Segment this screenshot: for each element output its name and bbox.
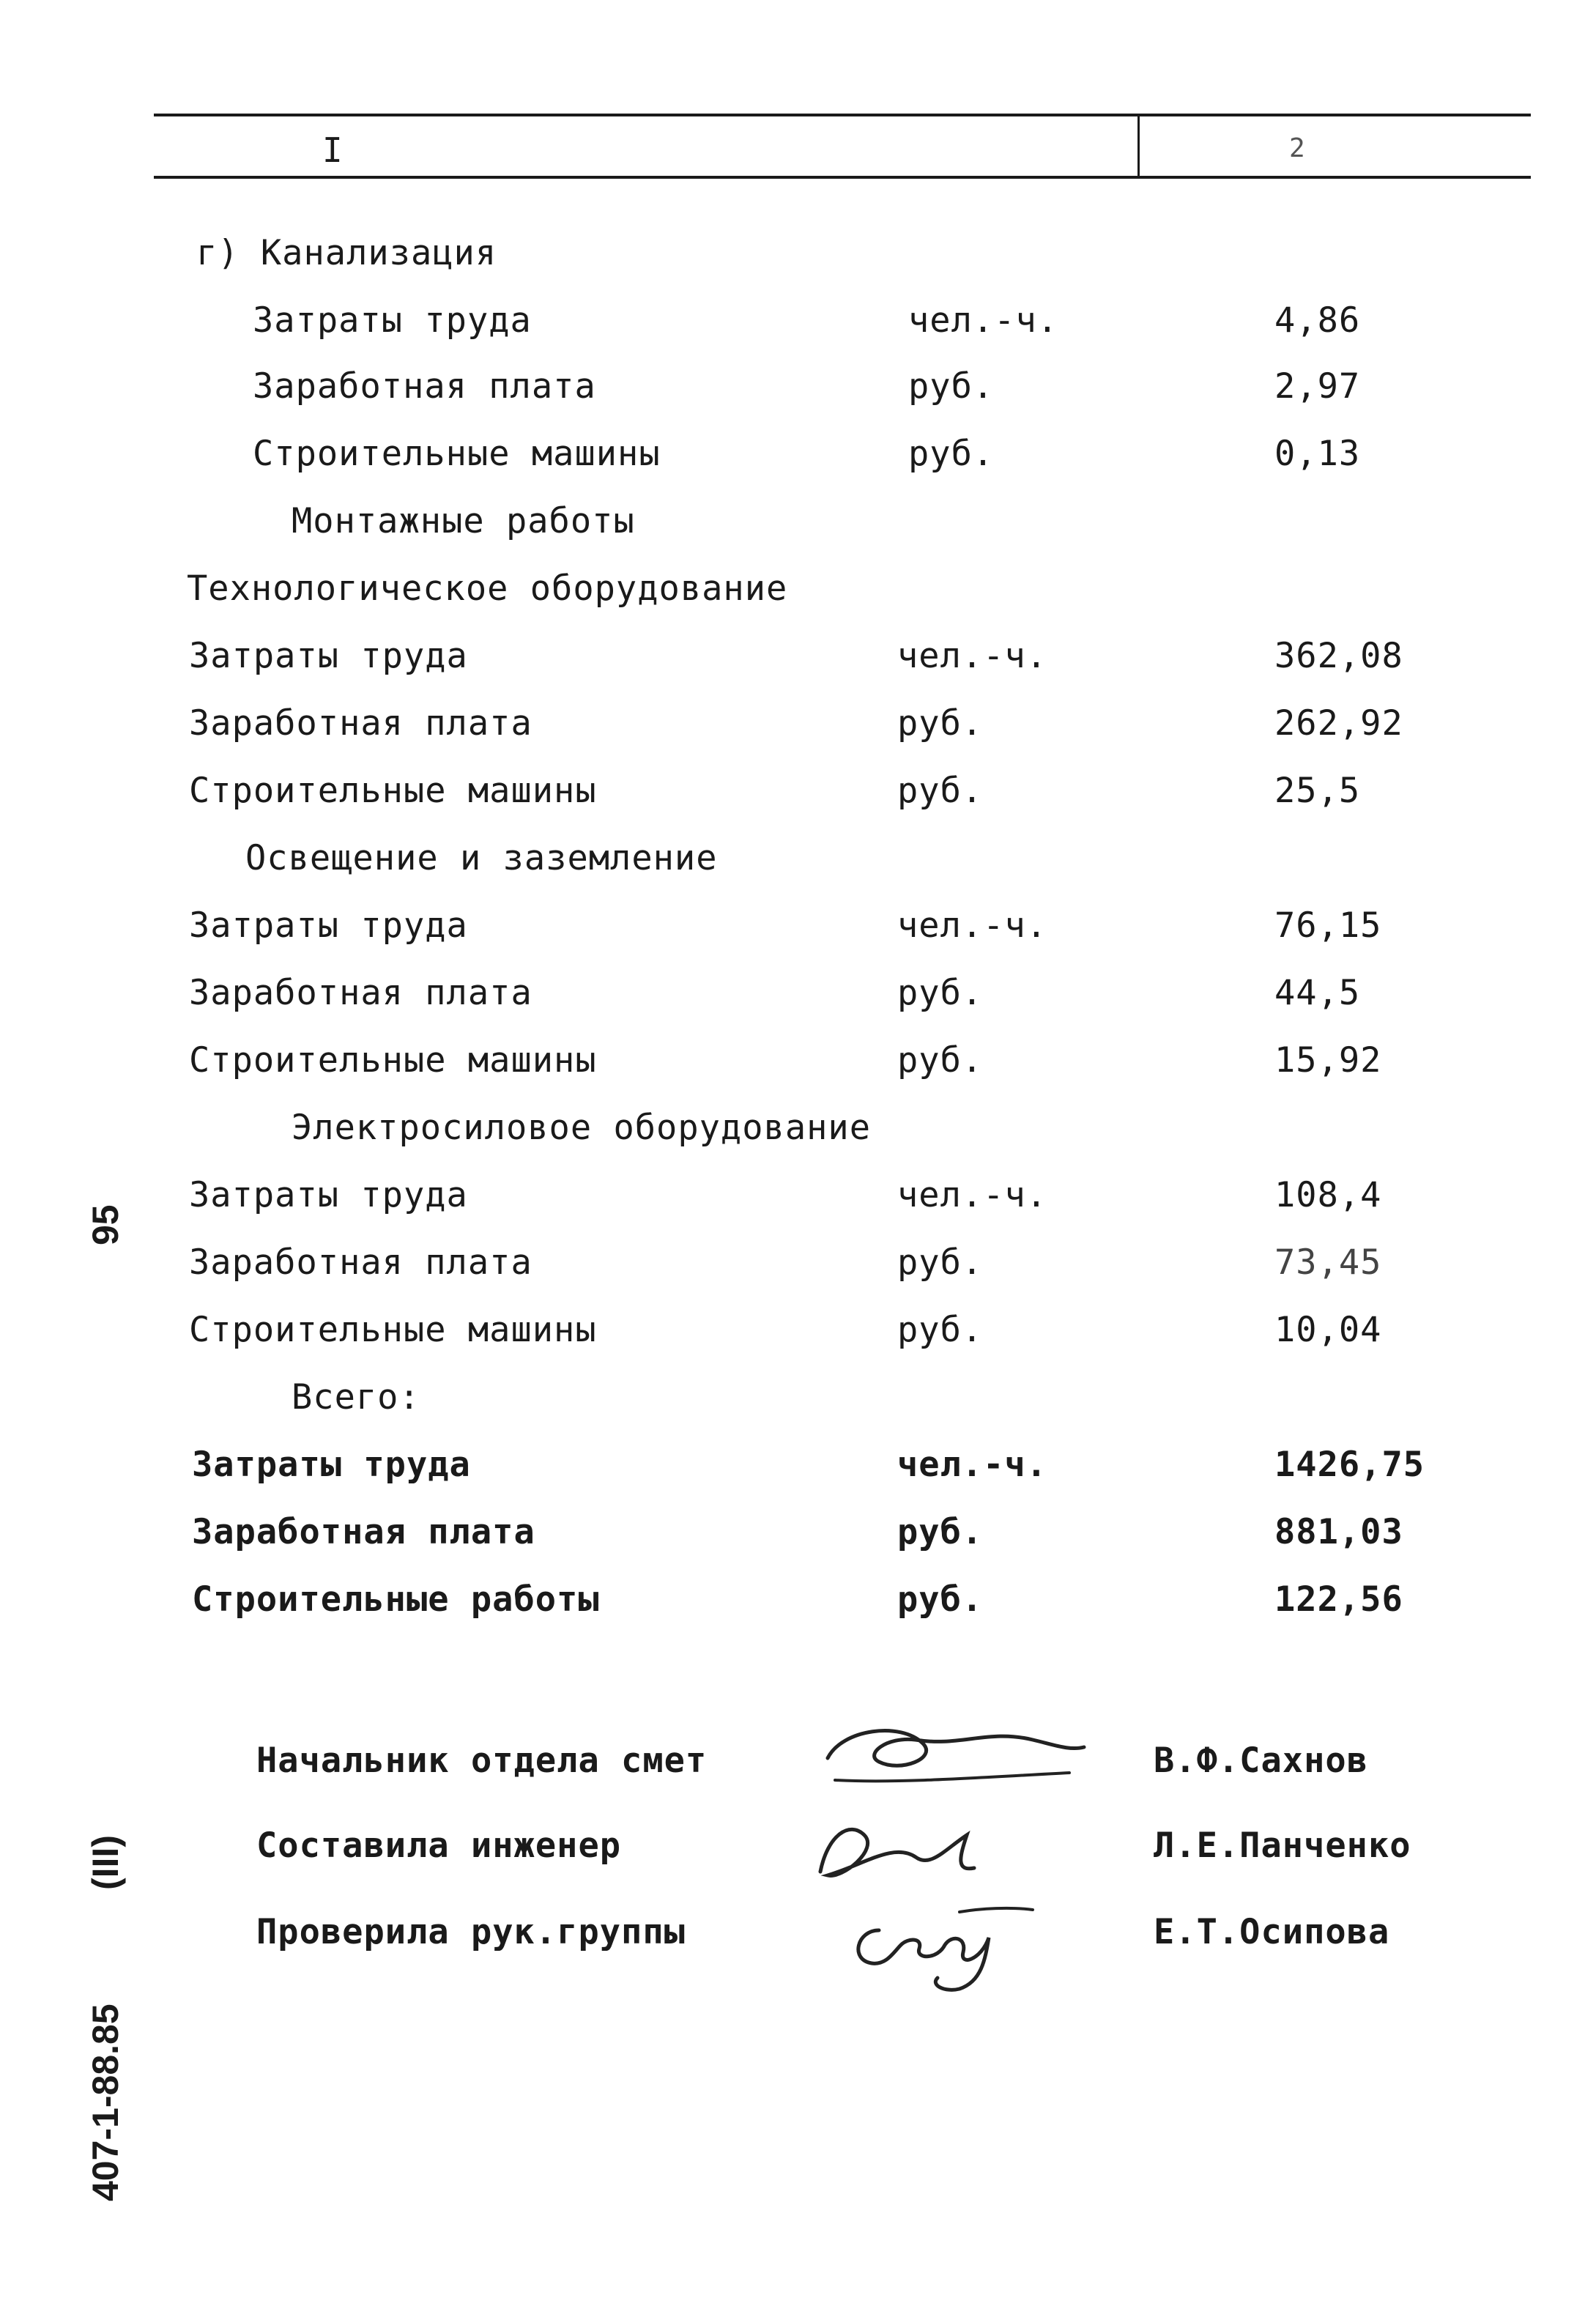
row-value: 0,13 [1274, 434, 1361, 474]
handwritten-signature-3 [835, 1894, 1055, 1996]
row-unit: руб. [897, 1579, 984, 1620]
document-code: 407-1-88.85 [85, 2004, 126, 2201]
section-title-total: Всего: [292, 1377, 420, 1417]
row-value: 15,92 [1274, 1040, 1382, 1081]
row-value: 44,5 [1274, 973, 1361, 1013]
row-value: 362,08 [1274, 636, 1403, 676]
row-name: Строительные машины [189, 771, 597, 811]
row-value: 108,4 [1274, 1175, 1382, 1215]
row-name: Заработная плата [189, 973, 532, 1013]
row-value: 73,45 [1274, 1242, 1382, 1283]
row-unit: чел.-ч. [908, 300, 1059, 341]
row-unit: руб. [897, 1040, 984, 1081]
section-title-power-equipment: Электросиловое оборудование [292, 1108, 872, 1148]
header-top-rule [154, 114, 1531, 116]
section-title-sewage: г) Канализация [196, 233, 497, 273]
signature-name: Л.Е.Панченко [1154, 1826, 1411, 1866]
header-column-divider [1137, 114, 1140, 178]
row-unit: чел.-ч. [897, 636, 1048, 676]
row-name: Заработная плата [189, 1242, 532, 1283]
row-name: Затраты труда [189, 1175, 468, 1215]
row-value: 2,97 [1274, 366, 1361, 407]
section-title-installation: Монтажные работы [292, 501, 635, 541]
row-name: Строительные работы [192, 1579, 600, 1620]
row-unit: руб. [897, 771, 984, 811]
row-value: 76,15 [1274, 905, 1382, 946]
volume-label: (III) [85, 1835, 126, 1890]
row-unit: руб. [897, 1310, 984, 1350]
signature-name: В.Ф.Сахнов [1154, 1741, 1368, 1781]
row-value: 262,92 [1274, 703, 1403, 744]
row-name: Затраты труда [192, 1445, 471, 1485]
row-unit: руб. [908, 366, 995, 407]
row-name: Строительные машины [189, 1310, 597, 1350]
row-unit: руб. [897, 1512, 984, 1552]
row-unit: чел.-ч. [897, 905, 1048, 946]
signature-role: Составила инженер [256, 1826, 622, 1866]
handwritten-signature-1 [813, 1714, 1091, 1795]
row-value: 25,5 [1274, 771, 1361, 811]
handwritten-signature-2 [798, 1806, 1018, 1894]
header-bottom-rule [154, 176, 1531, 179]
row-value: 1426,75 [1274, 1445, 1425, 1485]
row-unit: руб. [897, 1242, 984, 1283]
signature-name: Е.Т.Осипова [1154, 1912, 1390, 1952]
row-name: Строительные машины [253, 434, 661, 474]
row-unit: руб. [897, 703, 984, 744]
row-name: Затраты труда [189, 905, 468, 946]
column-1-number: I [322, 130, 343, 170]
section-title-lighting: Освещение и заземление [245, 838, 718, 878]
row-name: Затраты труда [253, 300, 532, 341]
row-unit: чел.-ч. [897, 1445, 1048, 1485]
row-value: 122,56 [1274, 1579, 1403, 1620]
row-name: Заработная плата [189, 703, 532, 744]
signature-role: Начальник отдела смет [256, 1741, 708, 1781]
row-name: Заработная плата [253, 366, 596, 407]
column-2-number: 2 [1289, 133, 1305, 163]
row-value: 4,86 [1274, 300, 1361, 341]
row-unit: руб. [897, 973, 984, 1013]
row-unit: руб. [908, 434, 995, 474]
row-value: 881,03 [1274, 1512, 1403, 1552]
page-number: 95 [85, 1204, 126, 1245]
row-name: Затраты труда [189, 636, 468, 676]
row-name: Заработная плата [192, 1512, 535, 1552]
row-unit: чел.-ч. [897, 1175, 1048, 1215]
row-value: 10,04 [1274, 1310, 1382, 1350]
row-name: Строительные машины [189, 1040, 597, 1081]
section-title-tech-equipment: Технологическое оборудование [187, 568, 788, 609]
signature-role: Проверила рук.группы [256, 1912, 686, 1952]
